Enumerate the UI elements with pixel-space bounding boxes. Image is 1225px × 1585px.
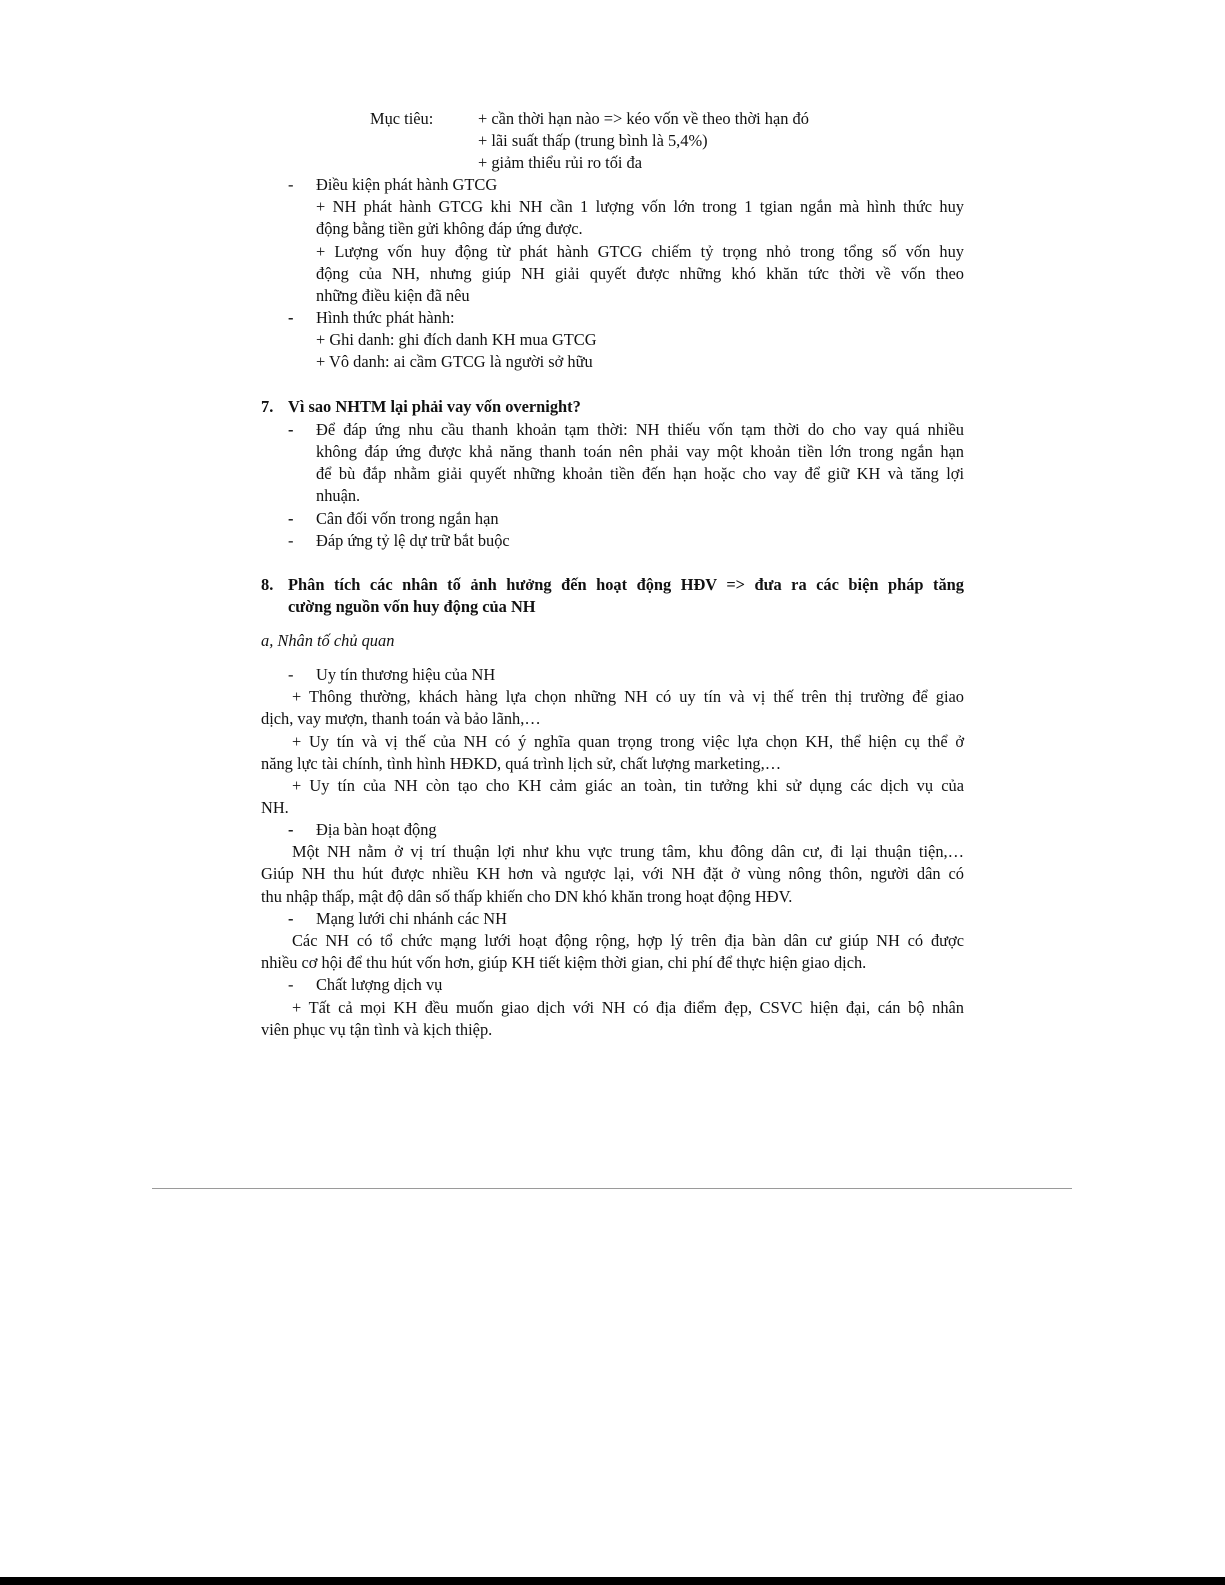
question-title: cường nguồn vốn huy động của NH bbox=[288, 597, 536, 616]
paragraph-line: động bằng tiền gửi không đáp ứng được. bbox=[316, 219, 583, 238]
question-number: 8. bbox=[261, 575, 274, 594]
paragraph-line: Cân đối vốn trong ngắn hạn bbox=[316, 509, 499, 528]
muc-tieu-item: + giảm thiểu rủi ro tối đa bbox=[478, 153, 643, 172]
paragraph-line: thu nhập thấp, mật độ dân số thấp khiến cho DN khó khăn trong hoạt động HĐV. bbox=[261, 887, 793, 906]
bullet-dash: - bbox=[288, 509, 294, 528]
paragraph-line: + Ghi danh: ghi đích danh KH mua GTCG bbox=[316, 330, 597, 349]
bullet-dash: - bbox=[288, 665, 294, 684]
paragraph-line: Để đáp ứng nhu cầu thanh khoản tạm thời: NH thiếu vốn tạm thời do cho vay quá nhiều bbox=[316, 420, 964, 439]
paragraph-line: dịch, vay mượn, thanh toán và bảo lãnh,… bbox=[261, 709, 541, 728]
page-divider bbox=[152, 1188, 1072, 1189]
paragraph-line: Giúp NH thu hút được nhiều KH hơn và ngược lại, với NH đặt ở vùng nông thôn, người dân có bbox=[261, 864, 964, 883]
paragraph-line: động của NH, nhưng giúp NH giải quyết được những khó khăn tức thời về vốn theo bbox=[316, 264, 964, 283]
bottom-edge-bar bbox=[0, 1577, 1225, 1585]
question-title: Vì sao NHTM lại phải vay vốn overnight? bbox=[288, 397, 581, 416]
section-item-title: Chất lượng dịch vụ bbox=[316, 975, 443, 994]
paragraph-line: nhuận. bbox=[316, 486, 361, 505]
paragraph-line: viên phục vụ tận tình và kịch thiệp. bbox=[261, 1020, 493, 1039]
section-item-title: Điều kiện phát hành GTCG bbox=[316, 175, 498, 194]
bullet-dash: - bbox=[288, 308, 294, 327]
paragraph-line: + Thông thường, khách hàng lựa chọn những NH có uy tín và vị thế trên thị trường để giao bbox=[292, 687, 964, 706]
paragraph-line: + Uy tín và vị thế của NH có ý nghĩa quan trọng trong việc lựa chọn KH, thể hiện cụ thể ở bbox=[292, 732, 964, 751]
paragraph-line: để bù đắp nhằm giải quyết những khoản tiền đến hạn hoặc cho vay để giữ KH và tăng lợi bbox=[316, 464, 964, 483]
paragraph-line: Đáp ứng tỷ lệ dự trữ bắt buộc bbox=[316, 531, 510, 550]
paragraph-line: + Tất cả mọi KH đều muốn giao dịch với NH có địa điểm đẹp, CSVC hiện đại, cán bộ nhân bbox=[292, 998, 964, 1017]
paragraph-line: + NH phát hành GTCG khi NH cần 1 lượng vốn lớn trong 1 tgian ngắn mà hình thức huy bbox=[316, 197, 964, 216]
paragraph-line: + Uy tín của NH còn tạo cho KH cảm giác an toàn, tin tưởng khi sử dụng các dịch vụ của bbox=[292, 776, 964, 795]
paragraph-line: Một NH nằm ở vị trí thuận lợi như khu vực trung tâm, khu đông dân cư, đi lại thuận tiện,… bbox=[292, 842, 964, 861]
paragraph-line: + Lượng vốn huy động từ phát hành GTCG chiếm tỷ trọng nhỏ trong tổng số vốn huy bbox=[316, 242, 964, 261]
subheading: a, Nhân tố chủ quan bbox=[261, 631, 395, 650]
bullet-dash: - bbox=[288, 909, 294, 928]
paragraph-line: không đáp ứng được khả năng thanh toán nên phải vay một khoản tiền lớn trong ngắn hạn bbox=[316, 442, 964, 461]
bullet-dash: - bbox=[288, 420, 294, 439]
question-title: Phân tích các nhân tố ảnh hưởng đến hoạt động HĐV => đưa ra các biện pháp tăng bbox=[288, 575, 964, 594]
section-item-title: Hình thức phát hành: bbox=[316, 308, 455, 327]
section-item-title: Uy tín thương hiệu của NH bbox=[316, 665, 496, 684]
section-item-title: Địa bàn hoạt động bbox=[316, 820, 437, 839]
muc-tieu-item: + lãi suất thấp (trung bình là 5,4%) bbox=[478, 131, 708, 150]
bullet-dash: - bbox=[288, 175, 294, 194]
paragraph-line: NH. bbox=[261, 798, 289, 817]
paragraph-line: + Vô danh: ai cầm GTCG là người sở hữu bbox=[316, 352, 593, 371]
muc-tieu-label: Mục tiêu: bbox=[370, 109, 434, 128]
bullet-dash: - bbox=[288, 820, 294, 839]
paragraph-line: năng lực tài chính, tình hình HĐKD, quá trình lịch sử, chất lượng marketing,… bbox=[261, 754, 782, 773]
bullet-dash: - bbox=[288, 531, 294, 550]
question-number: 7. bbox=[261, 397, 274, 416]
section-item-title: Mạng lưới chi nhánh các NH bbox=[316, 909, 507, 928]
muc-tieu-item: + cần thời hạn nào => kéo vốn về theo thời hạn đó bbox=[478, 109, 809, 128]
paragraph-line: Các NH có tổ chức mạng lưới hoạt động rộng, hợp lý trên địa bàn dân cư giúp NH có được bbox=[292, 931, 964, 950]
bullet-dash: - bbox=[288, 975, 294, 994]
paragraph-line: những điều kiện đã nêu bbox=[316, 286, 470, 305]
paragraph-line: nhiều cơ hội để thu hút vốn hơn, giúp KH tiết kiệm thời gian, chi phí để thực hiện giao dịch. bbox=[261, 953, 867, 972]
